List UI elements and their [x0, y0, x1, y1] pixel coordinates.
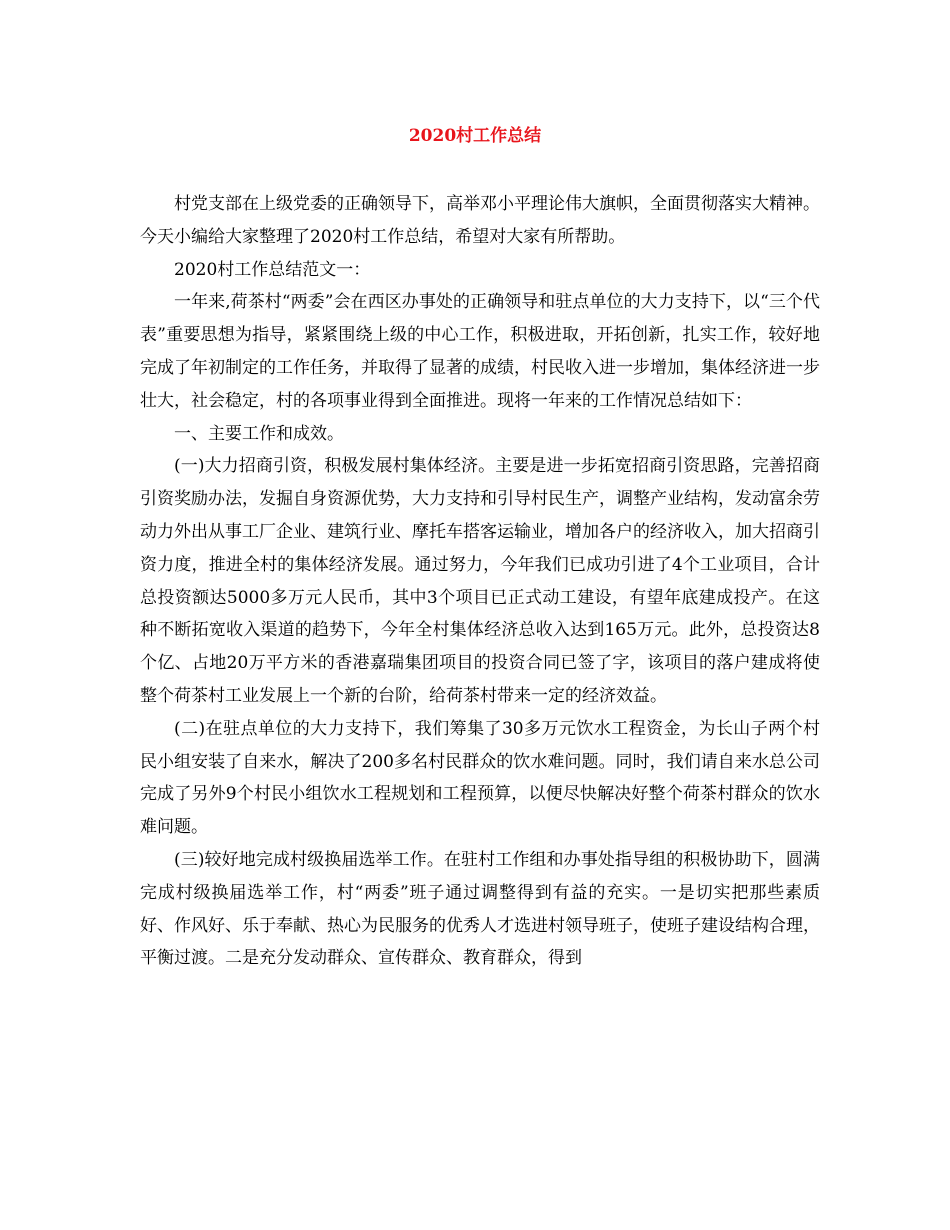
paragraph-overview: 一年来,荷茶村“两委”会在西区办事处的正确领导和驻点单位的大力支持下，以“三个代表”重要思想为指导，紧紧围绕上级的中心工作，积极进取，开拓创新，扎实工作，较好地完成了年初制定的工作任务，并取得了显著的成绩，村民收入进一步增加，集体经济进一步壮大，社会稳定，村的各项事业得到全面推进。现将一年来的工作情况总结如下：	[140, 292, 820, 411]
paragraph-item-2: (二)在驻点单位的大力支持下，我们筹集了30多万元饮水工程资金，为长山子两个村民小组安装了自来水，解决了200多名村民群众的饮水难问题。同时，我们请自来水总公司完成了另外9个村民小组饮水工程规划和工程预算，以便尽快解决好整个荷茶村群众的饮水难问题。	[140, 718, 820, 838]
paragraph-sample-heading: 2020村工作总结范文一：	[174, 259, 371, 280]
paragraph-intro: 村党支部在上级党委的正确领导下，高举邓小平理论伟大旗帜，全面贯彻落实大精神。今天小编给大家整理了2020村工作总结，希望对大家有所帮助。	[140, 194, 820, 247]
paragraph-item-1: (一)大力招商引资，积极发展村集体经济。主要是进一步拓宽招商引资思路，完善招商引资奖励办法，发掘自身资源优势，大力支持和引导村民生产，调整产业结构，发动富余劳动力外出从事工厂企业、建筑行业、摩托车搭客运输业，增加各户的经济收入，加大招商引资力度，推进全村的集体经济发展。通过努力，今年我们已成功引进了4个工业项目，合计总投资额达5000多万元人民币，其中3个项目已正式动工建设，有望年底建成投产。在这种不断拓宽收入渠道的趋势下，今年全村集体经济总收入达到165万元。此外，总投资达8个亿、占地20万平方米的香港嘉瑞集团项目的投资合同已签了字，该项目的落户建成将使整个荷茶村工业发展上一个新的台阶，给荷茶村带来一定的经济效益。	[140, 456, 820, 706]
paragraph-item-3: (三)较好地完成村级换届选举工作。在驻村工作组和办事处指导组的积极协助下，圆满完成村级换届选举工作，村“两委”班子通过调整得到有益的充实。一是切实把那些素质好、作风好、乐于奉献、热心为民服务的优秀人才选进村领导班子，使班子建设结构合理，平衡过渡。二是充分发动群众、宣传群众、教育群众，得到	[140, 849, 820, 969]
paragraph-section-heading: 一、主要工作和成效。	[174, 423, 344, 444]
document-title: 2020村工作总结	[408, 126, 542, 146]
document-body	[140, 188, 820, 975]
